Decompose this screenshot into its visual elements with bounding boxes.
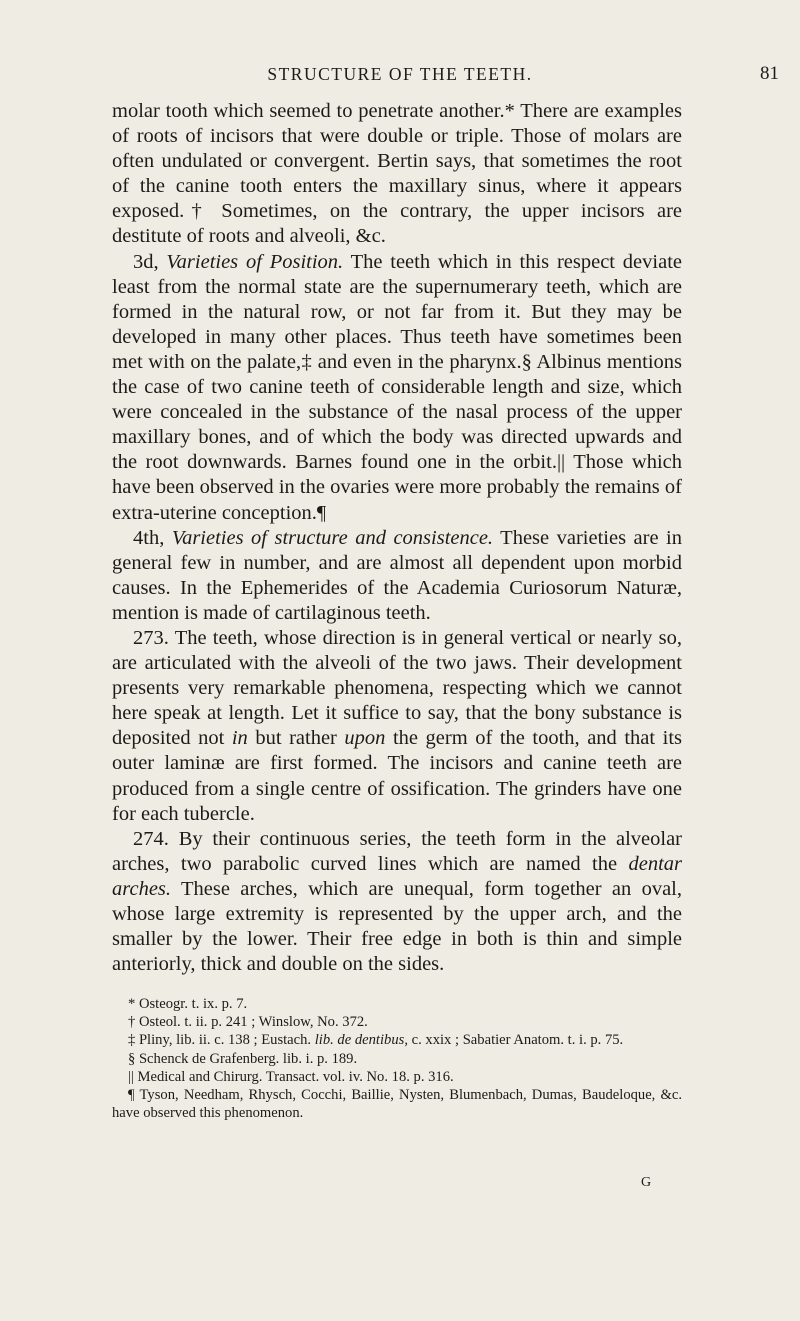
paragraph-text: 274. By their continuous series, the teeth form in the alveolar arches, two parabolic curved lines which are named the [112,827,682,875]
paragraph-text: These varieties are in general few in number, and are almost all dependent upon morbid causes. In the Ephemerides of the Academia Curiosorum Naturæ, mention is made of cartilaginous teeth. [112,526,682,624]
paragraph-varieties-of-position [112,250,682,526]
footnote: § Schenck de Grafenberg. lib. i. p. 189. [128,1050,358,1067]
footnote [112,1031,682,1049]
signature-mark: G [641,1175,652,1190]
paragraph-text: The teeth which in this respect deviate least from the normal state are the supernumerary teeth, which are formed in the natural row, or not far from it. But they may be developed in many other places. Thus teeth have sometimes been met with on the palate,‡ and even in the pharynx.§ Albinus mentions the case of two canine teeth of considerable length and size, which were concealed in the substance of the nasal process of the upper maxillary bones, and of which the body was directed upwards and the root downwards. Barnes found one in the orbit.|| Those which have been observed in the ovaries were more probably the remains of extra-uterine conception.¶ [112,250,682,524]
section-number: 4th, [133,526,172,549]
paragraph-text: molar tooth which seemed to penetrate another.* There are examples of roots of incisors that were double or triple. Those of molars are often undulated or convergent. Bertin says, that sometimes the root of the canine tooth enters the maxillary sinus, where it appears exposed.† Sometimes, on the contrary, the upper incisors are destitute of roots and alveoli, &c. [112,100,682,248]
paragraph-text: but rather [247,727,345,750]
page-number: 81 [760,63,779,84]
section-heading: Varieties of structure and consistence. [171,526,494,549]
paragraph-text: These arches, which are unequal, form together an oval, whose large extremity is represented by the upper arch, and the smaller by the lower. Their free edge in both is thin and simple anteriorly, thick and double on the sides. [112,877,682,976]
footnote: † Osteol. t. ii. p. 241 ; Winslow, No. 372. [128,1014,368,1031]
italic-word: in [231,727,248,750]
paragraph-274 [112,827,682,978]
footnote-text: , c. xxix ; Sabatier Anatom. t. i. p. 75. [404,1032,624,1049]
footnote: || Medical and Chirurg. Transact. vol. iv. No. 18. p. 316. [128,1068,454,1085]
footnote: * Osteogr. t. ix. p. 7. [128,996,248,1012]
body-text [112,99,682,977]
footnote-italic: lib. de dentibus [314,1032,405,1049]
section-heading: Varieties of Position. [166,250,344,273]
footnote-text: ‡ Pliny, lib. ii. c. 138 ; Eustach. [128,1032,315,1049]
paragraph-varieties-of-structure [112,526,682,626]
paragraph-273 [112,626,682,827]
footnotes [112,995,682,1122]
paragraph-text: 273. The teeth, whose direction is in general vertical or nearly so, are articulated with the alveoli of the two jaws. Their development presents very remarkable phenomena, respecting which we cannot here speak at length. Let it suffice to say, that the bony substance is deposited not [112,626,682,750]
section-number: 3d, [133,250,167,273]
running-head [0,62,800,86]
footnote: ¶ Tyson, Needham, Rhysch, Cocchi, Baillie, Nysten, Blumenbach, Dumas, Baudeloque, &c. have observed this phenomenon. [112,1087,682,1122]
italic-word: upon [344,727,386,750]
paragraph-text: the germ of the tooth, and that its outer laminæ are first formed. The incisors and canine teeth are produced from a single centre of ossification. The grinders have one for each tubercle. [112,727,682,825]
italic-term: dentar arches. [112,852,682,900]
paragraph [112,99,682,250]
running-title: STRUCTURE OF THE TEETH. [267,64,533,84]
